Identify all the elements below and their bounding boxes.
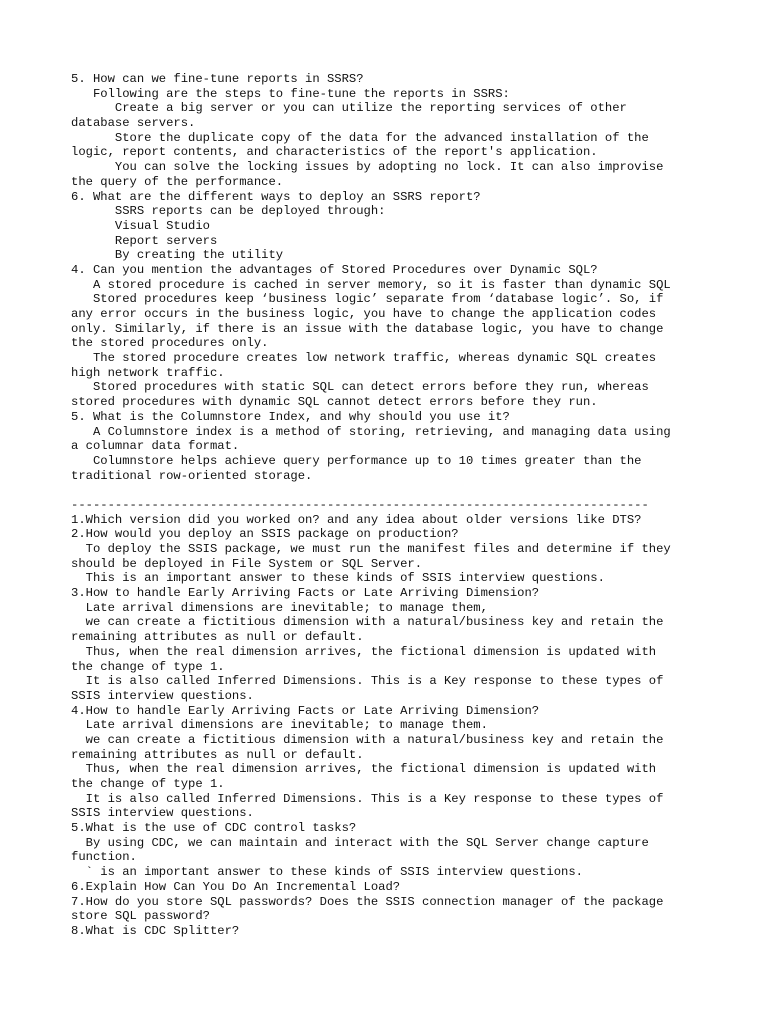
text-line: By creating the utility (71, 248, 284, 263)
text-line: Stored procedures keep ‘business logic’ separate from ‘database logic’. So, if (71, 292, 664, 307)
text-line: the change of type 1. (71, 777, 225, 791)
text-line: remaining attributes as null or default. (71, 747, 364, 762)
text-line: Thus, when the real dimension arrives, the fictional dimension is updated with (71, 644, 657, 659)
question-line: 4.How to handle Early Arriving Facts or Late Arriving Dimension? (71, 703, 540, 718)
text-line: database servers. (71, 116, 196, 131)
text-line: a columnar data format. (71, 439, 240, 454)
text-line: SSIS interview questions. (71, 688, 254, 703)
text-line: traditional row-oriented storage. (71, 468, 313, 483)
text-line: the query of the performance. (71, 174, 284, 189)
question-line: 3.How to handle Early Arriving Facts or Late Arriving Dimension? (71, 586, 540, 601)
text-line: It is also called Inferred Dimensions. This is a Key response to these types of (71, 791, 664, 806)
question-line: 4. Can you mention the advantages of Stored Procedures over Dynamic SQL? (71, 262, 598, 277)
text-line: Create a big server or you can utilize the reporting services of other (71, 101, 627, 116)
question-line: 2.How would you deploy an SSIS package on production? (71, 527, 459, 542)
text-line: the change of type 1. (71, 659, 225, 674)
text-line: Late arrival dimensions are inevitable; to manage them, (71, 600, 488, 615)
text-line: Columnstore helps achieve query performance up to 10 times greater than the (71, 453, 642, 468)
text-line: any error occurs in the business logic, you have to change the application codes (71, 307, 657, 321)
text-line: stored procedures with dynamic SQL cannot detect errors before they run. (71, 395, 598, 410)
question-line: 5. How can we fine-tune reports in SSRS? (71, 72, 364, 86)
text-line: SSRS reports can be deployed through: (71, 204, 386, 219)
text-line: function. (71, 850, 137, 865)
text-line: we can create a fictitious dimension with a natural/business key and retain the (71, 732, 664, 747)
text-line: Thus, when the real dimension arrives, the fictional dimension is updated with (71, 762, 657, 777)
text-line: You can solve the locking issues by adopting no lock. It can also improvise (71, 160, 664, 175)
text-line: high network traffic. (71, 365, 225, 380)
text-line: SSIS interview questions. (71, 806, 254, 821)
question-line: 6. What are the different ways to deploy an SSRS report? (71, 189, 481, 204)
text-line: store SQL password? (71, 909, 210, 924)
text-line: By using CDC, we can maintain and interact with the SQL Server change capture (71, 835, 649, 850)
text-line: It is also called Inferred Dimensions. This is a Key response to these types of (71, 674, 664, 689)
document-body (71, 72, 751, 939)
text-line: To deploy the SSIS package, we must run the manifest files and determine if they (71, 542, 671, 556)
text-line: Store the duplicate copy of the data for the advanced installation of the (71, 130, 649, 145)
text-line: logic, report contents, and characteristics of the report's application. (71, 145, 598, 160)
question-line: 5. What is the Columnstore Index, and why should you use it? (71, 409, 510, 424)
text-line: The stored procedure creates low network traffic, whereas dynamic SQL creates (71, 351, 657, 366)
question-line: 8.What is CDC Splitter? (71, 923, 240, 938)
text-line: Stored procedures with static SQL can detect errors before they run, whereas (71, 380, 649, 395)
blank-line (71, 483, 751, 498)
text-line: ` is an important answer to these kinds of SSIS interview questions. (71, 865, 583, 880)
text-line: A Columnstore index is a method of storing, retrieving, and managing data using (71, 424, 671, 439)
text-line: the stored procedures only. (71, 336, 269, 351)
text-line: Visual Studio (71, 218, 210, 233)
text-line: remaining attributes as null or default. (71, 630, 364, 645)
section-divider: ------------------------------------------------------------------------------- (71, 497, 649, 512)
text-line: This is an important answer to these kinds of SSIS interview questions. (71, 571, 605, 586)
text-line: A stored procedure is cached in server memory, so it is faster than dynamic SQL (71, 277, 671, 292)
question-line: 6.Explain How Can You Do An Incremental Load? (71, 879, 401, 894)
question-line: 5.What is the use of CDC control tasks? (71, 821, 357, 836)
text-line: should be deployed in File System or SQL Server. (71, 556, 423, 571)
question-line: 1.Which version did you worked on? and any idea about older versions like DTS? (71, 512, 642, 527)
text-line: Following are the steps to fine-tune the reports in SSRS: (71, 86, 510, 101)
question-line: 7.How do you store SQL passwords? Does the SSIS connection manager of the package (71, 894, 664, 909)
text-line: only. Similarly, if there is an issue with the database logic, you have to change (71, 321, 664, 336)
text-line: Late arrival dimensions are inevitable; to manage them. (71, 718, 488, 733)
text-line: we can create a fictitious dimension with a natural/business key and retain the (71, 615, 664, 630)
text-line: Report servers (71, 233, 218, 248)
